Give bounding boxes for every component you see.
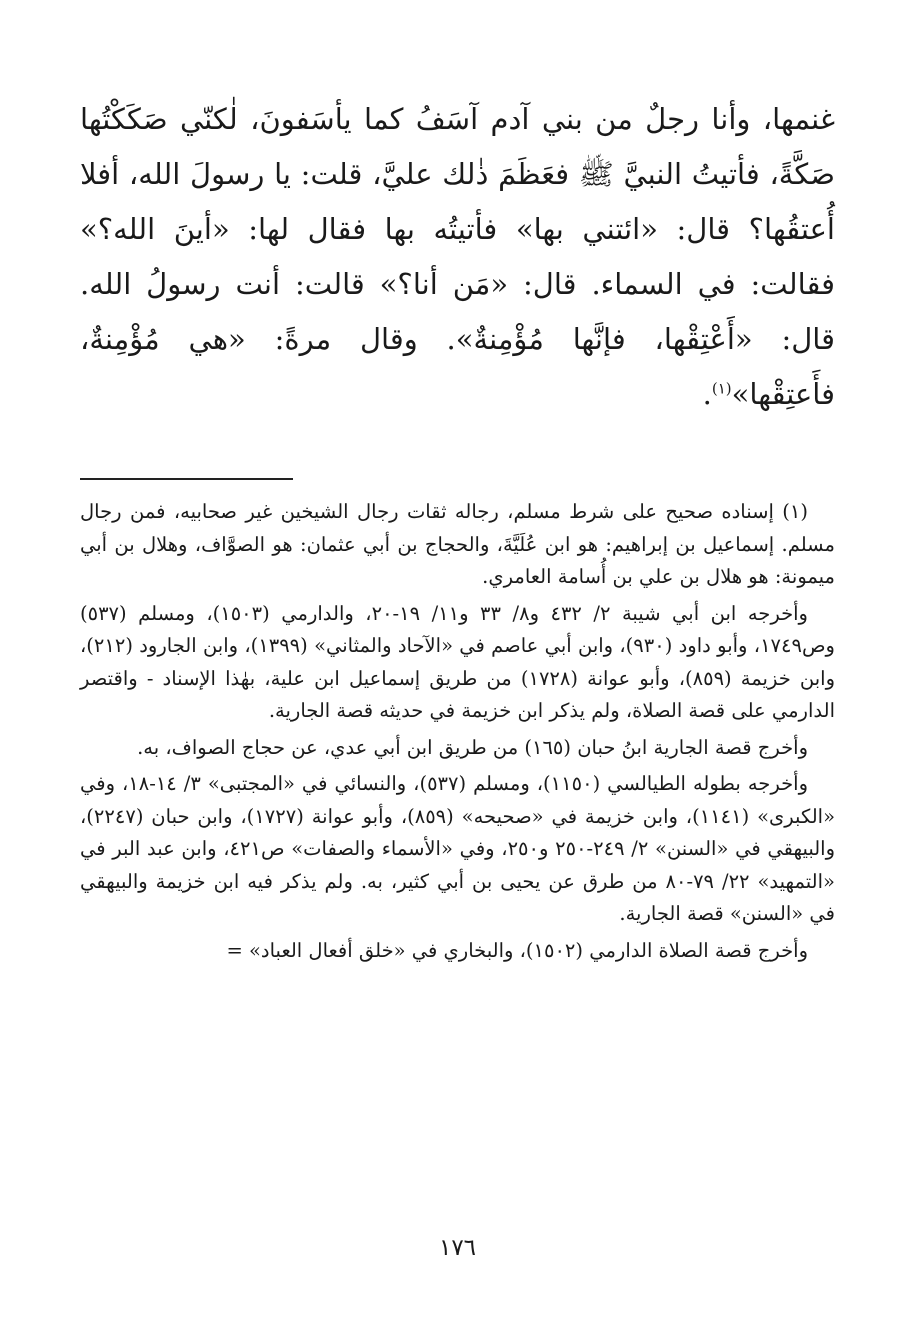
footnotes <box>80 496 835 971</box>
main-paragraph-end: . <box>702 377 712 411</box>
footnote-separator <box>80 478 293 480</box>
footnote-paragraph-2: وأخرجه ابن أبي شيبة ٢/ ٤٣٢ و٨/ ٣٣ و١١/ ١٩-٢٠، والدارمي (١٥٠٣)، ومسلم (٥٣٧) وص١٧٤٩، وأبو داود (٩٣٠)، وابن أبي عاصم في «الآحاد والمثاني» (١٣٩٩)، وابن الجارود (٢١٢)، وابن خزيمة (٨٥٩)، وأبو عوانة (١٧٢٨) من طريق إسماعيل ابن علية، بهٰذا الإسناد - واقتصر الدارمي على قصة الصلاة، ولم يذكر ابن خزيمة في حديثه قصة الجارية. <box>80 601 835 722</box>
main-paragraph-text: غنمها، وأنا رجلٌ من بني آدم آسَفُ كما يأسَفونَ، لٰكنّي صَكَكْتُها صَكَّةً، فأتيتُ النبيَّ ﷺ فعَظَمَ ذٰلك عليَّ، قلت: يا رسولَ الله، أفلا أُعتقُها؟ قال: «ائتني بها» فأتيتُه بها فقال لها: «أينَ الله؟» فقالت: في السماء. قال: «مَن أنا؟» قالت: أنت رسولُ الله. قال: «أَعْتِقْها، فإنَّها مُؤْمِنةٌ». وقال مرةً: «هي مُؤْمِنةٌ، فأَعتِقْها» <box>80 102 835 411</box>
footnote-1: (١) إسناده صحيح على شرط مسلم، رجاله ثقات رجال الشيخين غير صحابيه، فمن رجال مسلم. إسماعيل بن إبراهيم: هو ابن عُلَيَّةَ، والحجاج بن أبي عثمان: هو الصوَّاف، وهلال بن أبي ميمونة: هو هلال بن علي بن أُسامة العامري. <box>80 500 835 588</box>
page <box>80 92 835 1292</box>
footnote-paragraph-5: وأخرج قصة الصلاة الدارمي (١٥٠٢)، والبخاري في «خلق أفعال العباد» = <box>226 938 808 962</box>
main-paragraph <box>80 92 835 422</box>
page-number: ١٧٦ <box>438 1235 477 1261</box>
footnote-paragraph-3: وأخرج قصة الجارية ابنُ حبان (١٦٥) من طريق ابن أبي عدي، عن حجاج الصواف، به. <box>137 735 808 759</box>
main-text <box>80 92 835 422</box>
footnote-paragraph-4: وأخرجه بطوله الطيالسي (١١٥٠)، ومسلم (٥٣٧)، والنسائي في «المجتبى» ٣/ ١٤-١٨، وفي «الكبرى» (١١٤١)، وابن خزيمة في «صحيحه» (٨٥٩)، وأبو عوانة (١٧٢٧)، وابن حبان (٢٢٤٧)، والبيهقي في «السنن» ٢/ ٢٤٩-٢٥٠ و٢٥٠، وفي «الأسماء والصفات» ص٤٢١، وابن عبد البر في «التمهيد» ٢٢/ ٧٩-٨٠ من طرق عن يحيى بن أبي كثير، به. ولم يذكر فيه ابن خزيمة والبيهقي في «السنن» قصة الجارية. <box>80 772 836 925</box>
footnote-reference: (١) <box>711 379 732 398</box>
